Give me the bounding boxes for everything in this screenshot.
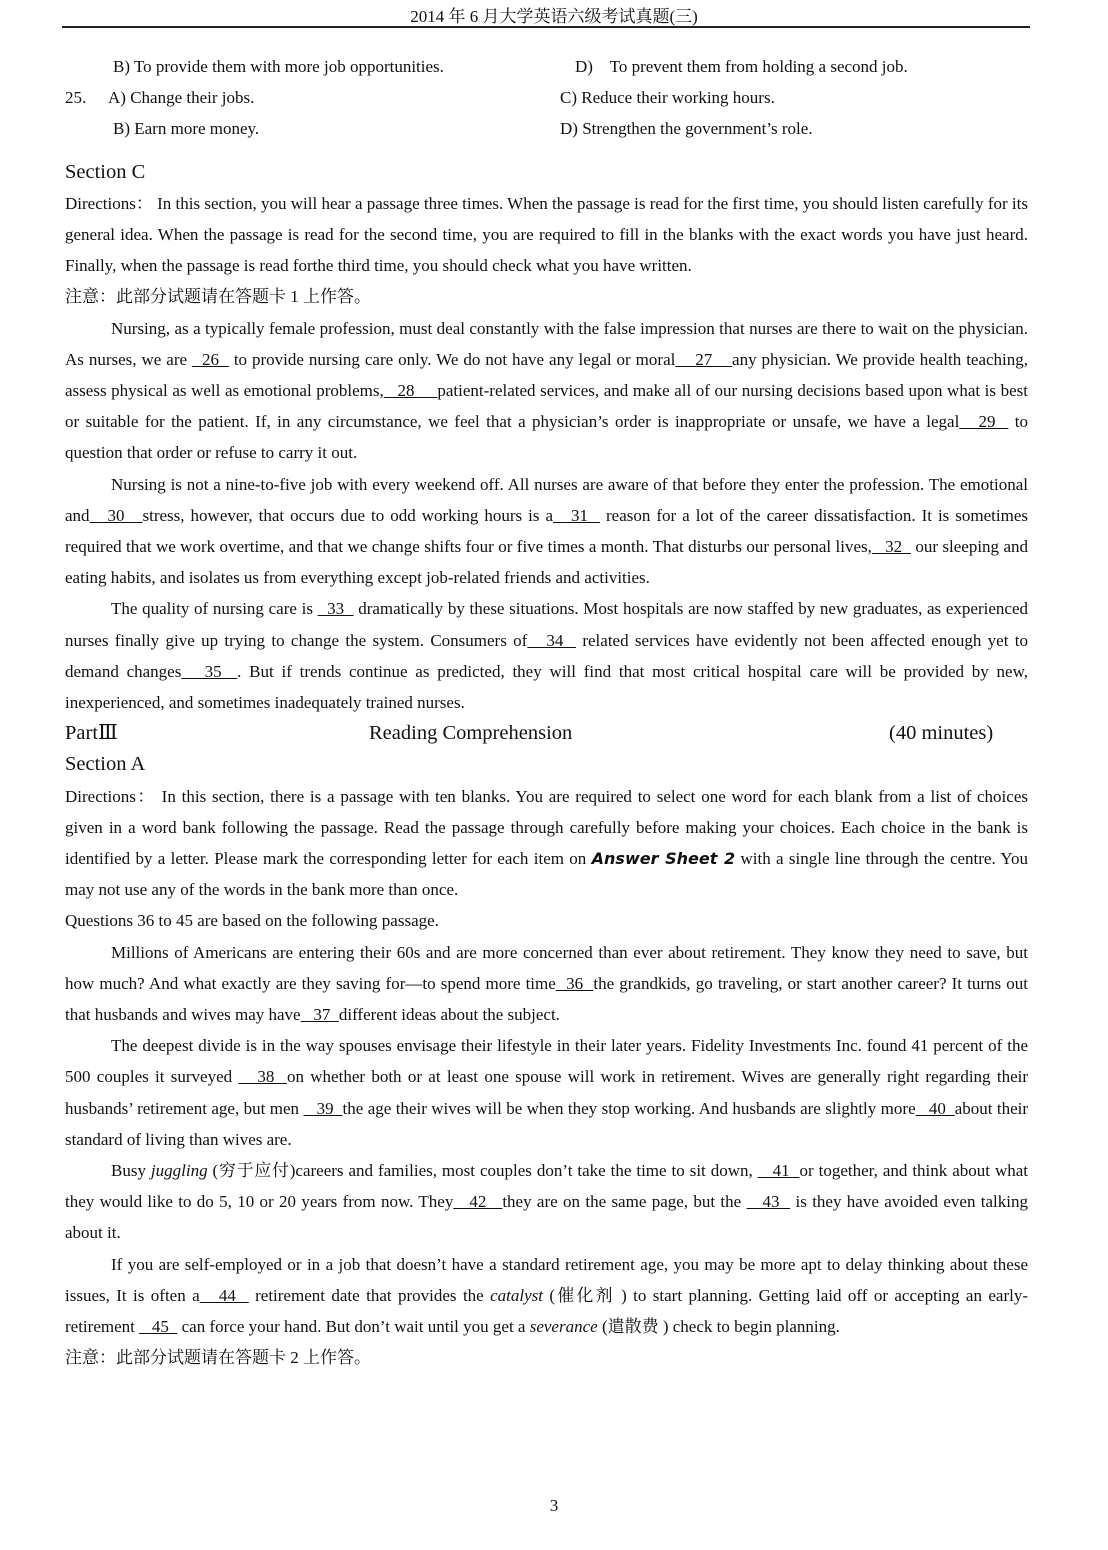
passage-text: different ideas about the subject. bbox=[338, 1005, 560, 1025]
passage-text: patient-related services, and make all of our nursing decisions based upon what is best or suitable for the patient. If, in any circumstance, we feel that a physician’s order is inappropriate or unsafe, we have a legal bbox=[65, 380, 1028, 432]
passage-paragraph bbox=[65, 937, 1028, 1031]
answer-blank: 44 bbox=[199, 1285, 249, 1305]
option-row bbox=[65, 51, 1028, 82]
answer-blank: 45 bbox=[139, 1317, 178, 1337]
passage-paragraph bbox=[65, 313, 1028, 469]
passage-text: or together, and think about what they would like to do 5, 10 or 20 years from now. They bbox=[65, 1161, 1029, 1212]
passage-text: can force your hand. But don’t wait until you get a bbox=[177, 1317, 530, 1337]
answer-blank: 26 bbox=[192, 349, 229, 369]
page-number: 3 bbox=[549, 1496, 559, 1515]
passage-text: to question that order or refuse to carry it out. bbox=[65, 412, 1028, 463]
passage-text: If you are self-employed or in a job that doesn’t have a standard retirement age, you may be more apt to delay thinking about these issues, It is often a bbox=[65, 1254, 1028, 1305]
answer-blank: 28 bbox=[383, 380, 438, 400]
option-text: C) Reduce their working hours. bbox=[560, 88, 775, 108]
option-text: D) To prevent them from holding a second job. bbox=[575, 57, 908, 76]
passage-paragraph bbox=[65, 1155, 1028, 1249]
answer-blank: 27 bbox=[675, 349, 733, 369]
passage-text: retirement date that provides the bbox=[248, 1285, 491, 1305]
answer-blank: 40 bbox=[915, 1098, 955, 1118]
answer-blank: 32 bbox=[871, 537, 911, 556]
answer-blank: 29 bbox=[959, 412, 1009, 432]
passage-text: Nursing, as a typically female profession, must deal constantly with the false impression that nurses are there to wait on the physician. As nurses, we are bbox=[65, 318, 1028, 369]
directions-text: with a single line through the centre. You may not use any of the words in the bank more than once. bbox=[65, 849, 1028, 900]
answer-blank: 30 bbox=[89, 505, 143, 525]
passage-text: any physician. We provide health teaching, assess physical as well as emotional problems, bbox=[65, 349, 1029, 400]
part-title: Reading Comprehension bbox=[369, 722, 573, 745]
passage-text: Millions of Americans are entering their 60s and are more concerned than ever about retirement. They know they need to save, but how much? And what exactly are they saving for—to spend more time bbox=[65, 942, 1028, 993]
passage-text: (遣散费 ) check to begin planning. bbox=[597, 1317, 840, 1337]
passage-paragraph bbox=[65, 1030, 1028, 1155]
passage-text: is they have avoided even talking about it. bbox=[65, 1192, 1028, 1243]
passage-text: on whether both or at least one spouse will work in retirement. Wives are generally right regarding their husbands’ retirement age, but men bbox=[65, 1067, 1028, 1118]
passage-text: stress, however, that occurs due to odd working hours is a bbox=[142, 505, 554, 525]
answer-blank: 33 bbox=[317, 599, 354, 619]
part-3-heading bbox=[65, 718, 1028, 749]
answer-blank: 36 bbox=[555, 973, 594, 993]
part-time: (40 minutes) bbox=[889, 722, 994, 745]
passage-paragraph bbox=[65, 469, 1028, 594]
passage-text: to provide nursing care only. We do not have any legal or moral bbox=[228, 349, 676, 369]
answer-blank: 31 bbox=[553, 505, 600, 525]
section-c-note: 注意：此部分试题请在答题卡 1 上作答。 bbox=[65, 287, 371, 307]
answer-blank: 38 bbox=[238, 1067, 287, 1087]
option-text: B) Earn more money. bbox=[113, 119, 260, 139]
answer-options bbox=[65, 51, 1028, 145]
page-header-title: 2014 年 6 月大学英语六级考试真题(三) bbox=[410, 7, 698, 26]
passage-text: (催化剂 ) to start planning. Getting laid off or accepting an early-retirement bbox=[65, 1285, 1029, 1337]
section-a-directions bbox=[65, 781, 1028, 906]
passage-text: Nursing is not a nine-to-five job with every weekend off. All nurses are aware of that before they enter the profession. The emotional and bbox=[65, 474, 1028, 525]
italic-term: catalyst bbox=[490, 1285, 544, 1305]
passage-text: dramatically by these situations. Most hospitals are now staffed by new graduates, as experienced nurses finally give up trying to change the system. Consumers of bbox=[65, 599, 1028, 650]
option-text: A) Change their jobs. bbox=[108, 88, 255, 108]
answer-blank: 41 bbox=[757, 1161, 800, 1181]
passage-text: our sleeping and eating habits, and isolates us from everything except job-related friends and activities. bbox=[65, 537, 1028, 588]
question-number: 25. bbox=[65, 88, 87, 108]
answer-blank: 43 bbox=[746, 1192, 791, 1212]
passage-text: (穷于应付)careers and families, most couples don’t take the time to sit down, bbox=[207, 1161, 758, 1181]
option-row bbox=[65, 82, 1028, 113]
passage-text: the age their wives will be when they stop working. And husbands are slightly more bbox=[342, 1098, 916, 1118]
section-a-note: 注意：此部分试题请在答题卡 2 上作答。 bbox=[65, 1348, 371, 1368]
header-divider bbox=[62, 26, 1030, 28]
answer-blank: 42 bbox=[453, 1192, 503, 1212]
page-content bbox=[65, 51, 1028, 1373]
passage-text: Busy bbox=[111, 1161, 151, 1181]
option-text: D) Strengthen the government’s role. bbox=[560, 119, 813, 139]
answer-blank: 34 bbox=[527, 630, 577, 650]
passage-paragraph bbox=[65, 593, 1028, 718]
passage-paragraph bbox=[65, 1249, 1028, 1343]
questions-intro: Questions 36 to 45 are based on the following passage. bbox=[65, 911, 439, 931]
passage-text: reason for a lot of the career dissatisfaction. It is sometimes required that we work overtime, and that we change shifts four or five times a month. That disturbs our personal lives, bbox=[65, 505, 1028, 556]
part-label: PartⅢ bbox=[65, 722, 118, 745]
passage-text: The quality of nursing care is bbox=[111, 599, 318, 619]
section-c-directions: Directions： In this section, you will hear a passage three times. When the passage is read for the first time, you should listen carefully for its general idea. When the passage is read for the second time, you are required to fill in the blanks with the exact words you have just heard. Finally, when the passage is read forthe third time, you should check what you have written. bbox=[65, 193, 1028, 276]
passage-text: about their standard of living than wives are. bbox=[65, 1098, 1029, 1149]
answer-sheet-label: Answer Sheet 2 bbox=[591, 849, 736, 869]
passage-text: the grandkids, go traveling, or start another career? It turns out that husbands and wives may have bbox=[65, 973, 1029, 1025]
passage-text: they are on the same page, but the bbox=[502, 1192, 747, 1212]
directions-text: Directions： In this section, there is a passage with ten blanks. You are required to select one word for each blank from a list of choices given in a word bank following the passage. Read the passage through carefully before making your choices. Each choice in the bank is identified by a letter. Please mark the corresponding letter for each item on bbox=[65, 786, 1028, 869]
option-row bbox=[65, 113, 1028, 144]
section-a-title: Section A bbox=[65, 753, 146, 776]
answer-blank: 39 bbox=[303, 1098, 343, 1118]
italic-term: juggling bbox=[150, 1161, 208, 1181]
section-c-title: Section C bbox=[65, 160, 146, 183]
passage-text: . But if trends continue as predicted, they will find that most critical hospital care will be provided by new, inexperienced, and sometimes inadequately trained nurses. bbox=[65, 661, 1029, 713]
italic-term: severance bbox=[529, 1317, 598, 1337]
section-a-passage bbox=[65, 937, 1028, 1343]
answer-blank: 37 bbox=[300, 1005, 339, 1025]
section-c-passage bbox=[65, 313, 1028, 719]
passage-text: related services have evidently not been affected enough yet to demand changes bbox=[65, 630, 1029, 681]
option-text: B) To provide them with more job opportunities. bbox=[113, 57, 444, 76]
passage-text: The deepest divide is in the way spouses envisage their lifestyle in their later years. Fidelity Investments Inc. found 41 percent of the 500 couples it surveyed bbox=[65, 1036, 1028, 1087]
answer-blank: 35 bbox=[181, 661, 238, 681]
